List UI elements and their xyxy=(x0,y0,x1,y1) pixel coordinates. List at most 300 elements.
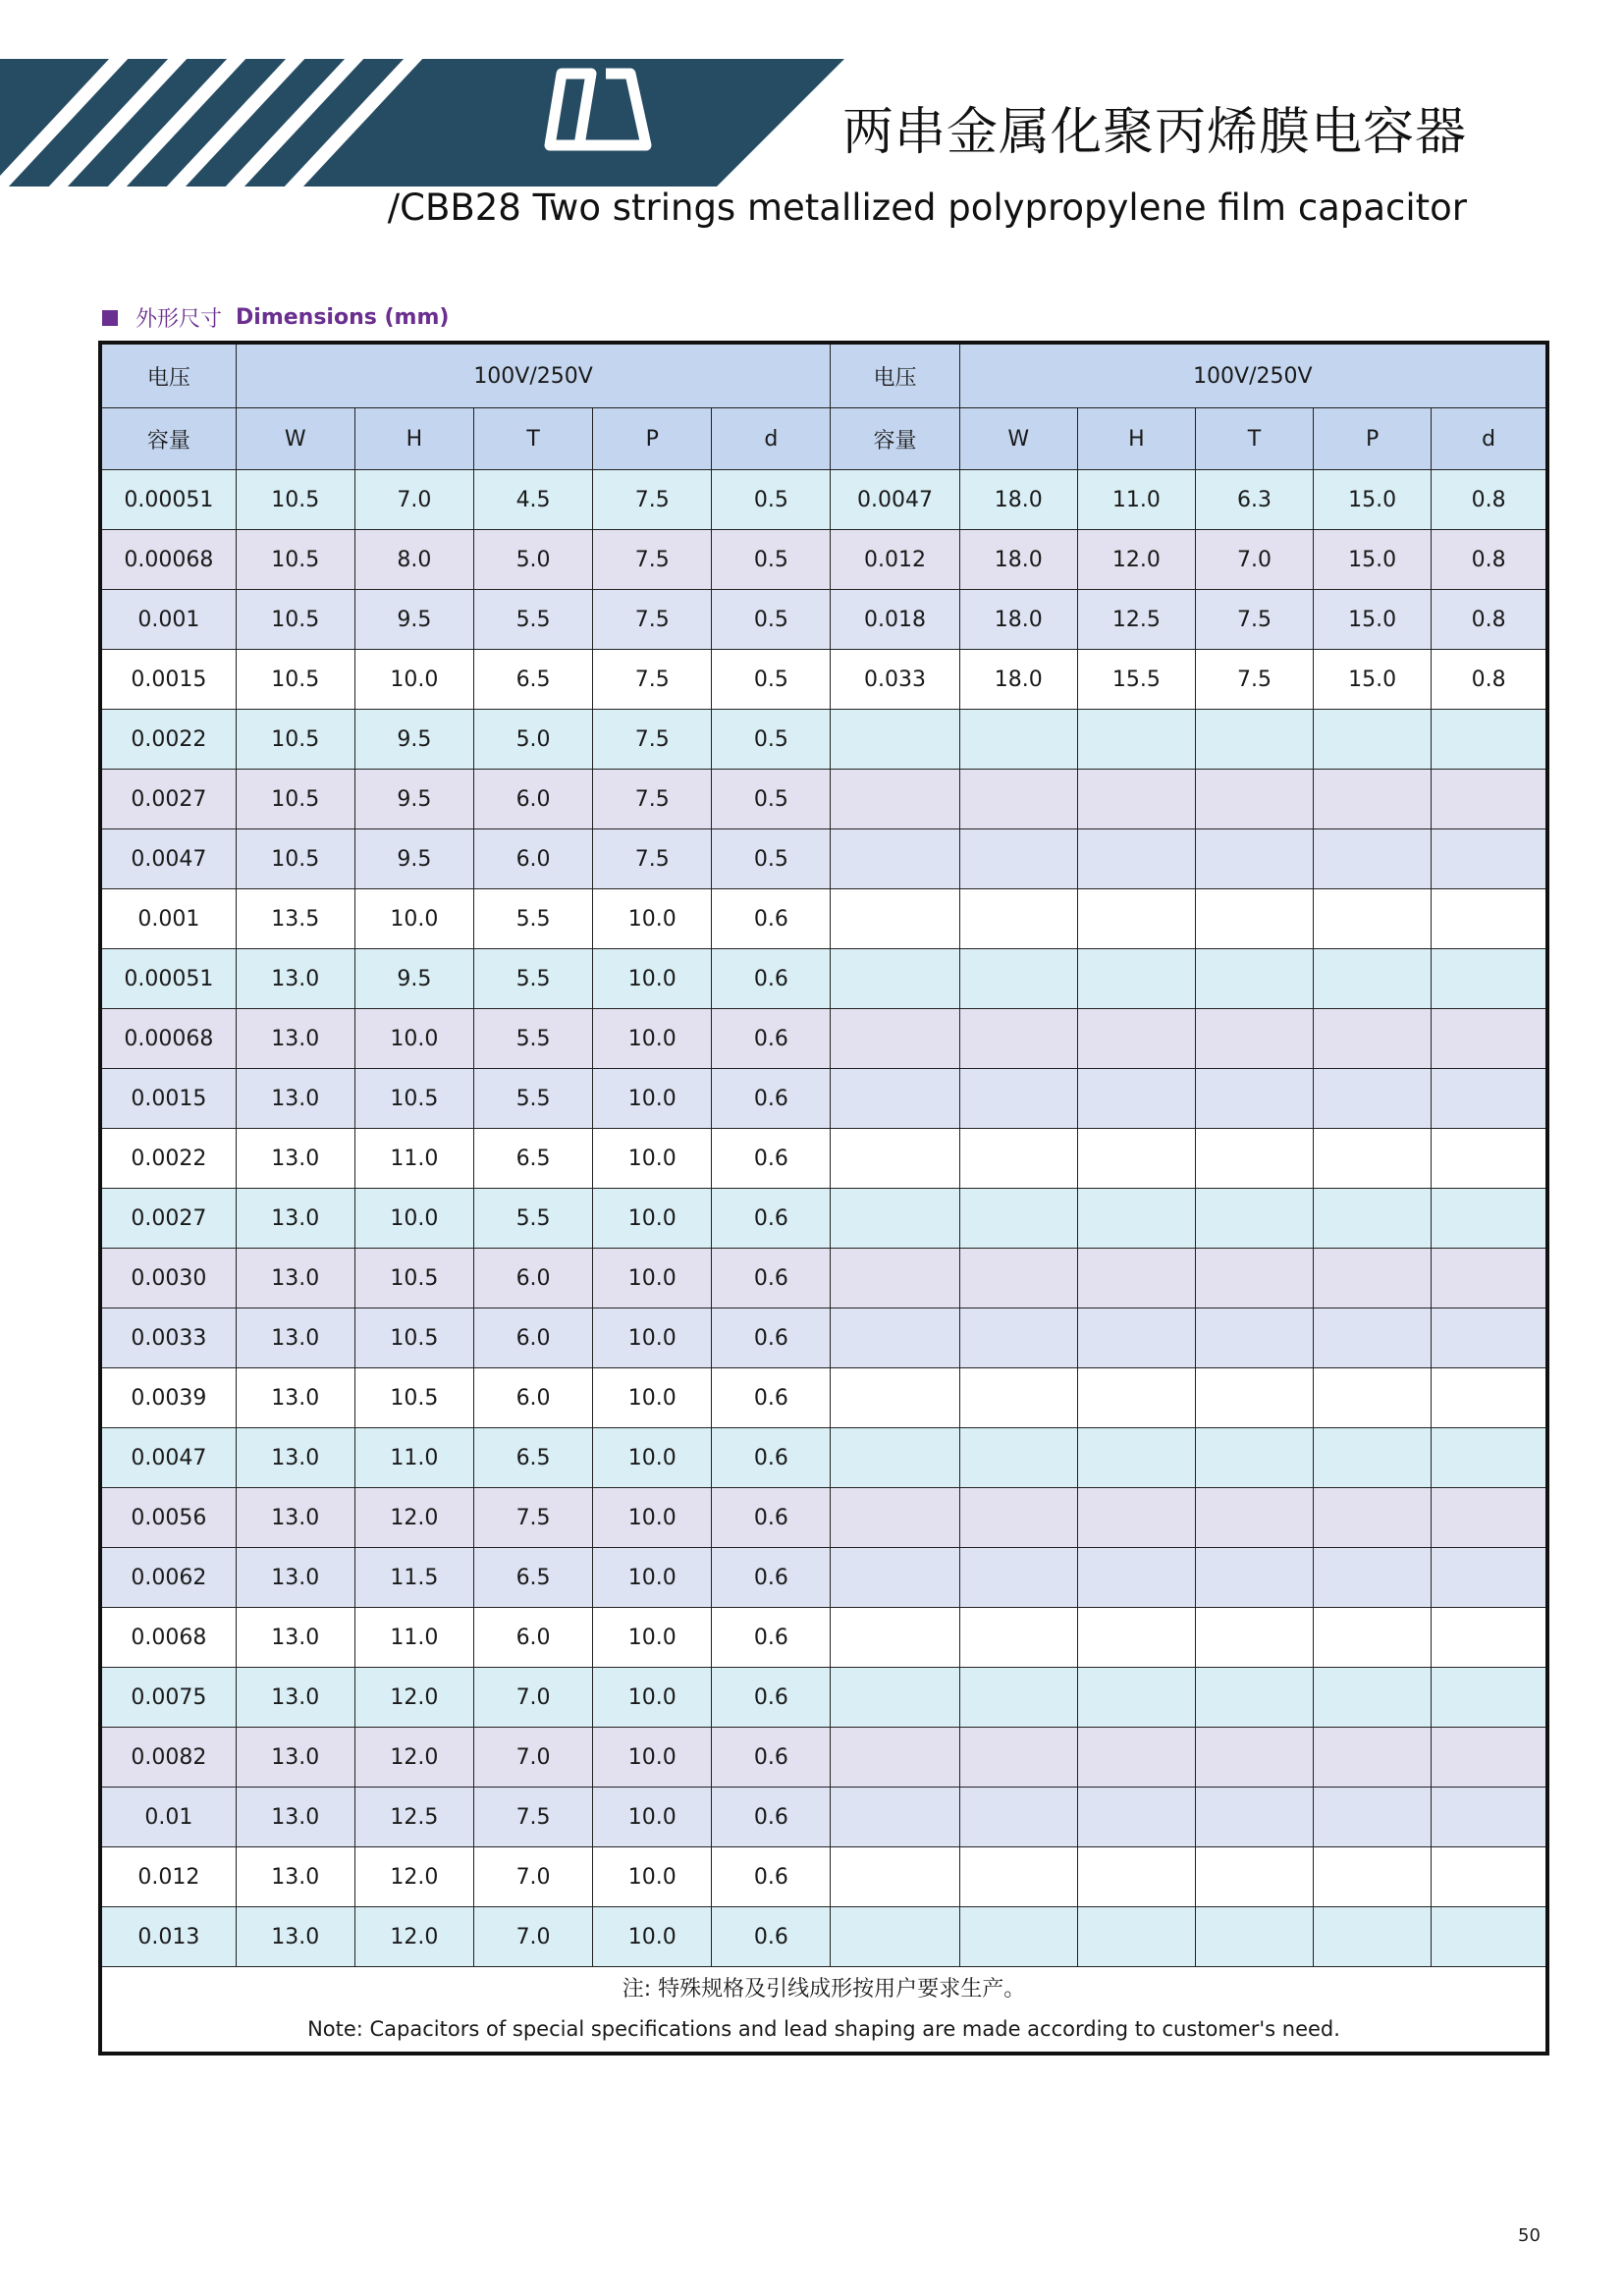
table-cell: 7.5 xyxy=(593,650,712,710)
table-cell xyxy=(1432,829,1547,889)
table-cell: 10.0 xyxy=(593,1308,712,1368)
table-cell: 0.6 xyxy=(712,1308,831,1368)
table-cell: 5.0 xyxy=(473,530,592,590)
voltage-value-left: 100V/250V xyxy=(236,343,831,408)
table-cell xyxy=(1077,1907,1195,1967)
table-cell xyxy=(1195,1428,1313,1488)
table-cell: 0.0015 xyxy=(100,1069,236,1129)
table-cell xyxy=(1432,1728,1547,1788)
table-cell xyxy=(959,770,1077,829)
table-cell: 5.5 xyxy=(473,1189,592,1249)
table-cell: 10.0 xyxy=(354,889,473,949)
table-cell: 0.6 xyxy=(712,1129,831,1189)
table-cell: 0.00051 xyxy=(100,470,236,530)
table-cell: 7.5 xyxy=(593,530,712,590)
page-title-en: /CBB28 Two strings metallized polypropylene film capacitor xyxy=(387,187,1467,229)
table-cell: 13.0 xyxy=(236,1488,354,1548)
table-cell: 0.001 xyxy=(100,590,236,650)
table-cell: 0.00068 xyxy=(100,530,236,590)
table-row xyxy=(100,1907,1547,1967)
table-cell: 10.5 xyxy=(354,1069,473,1129)
table-cell: 10.0 xyxy=(593,1488,712,1548)
table-cell: 10.5 xyxy=(354,1308,473,1368)
table-row xyxy=(100,1728,1547,1788)
table-row xyxy=(100,1548,1547,1608)
table-cell xyxy=(959,1428,1077,1488)
table-row xyxy=(100,530,1547,590)
capacity-label-right: 容量 xyxy=(831,408,959,470)
table-cell: 5.5 xyxy=(473,889,592,949)
table-cell xyxy=(831,1847,959,1907)
table-row xyxy=(100,470,1547,530)
table-cell xyxy=(959,1308,1077,1368)
table-cell xyxy=(831,1488,959,1548)
table-cell: 0.0047 xyxy=(831,470,959,530)
table-cell xyxy=(1077,1189,1195,1249)
table-cell xyxy=(1314,1009,1432,1069)
table-cell xyxy=(1077,1249,1195,1308)
table-cell: 13.0 xyxy=(236,1129,354,1189)
table-cell: 11.0 xyxy=(354,1129,473,1189)
table-cell: 10.0 xyxy=(593,1069,712,1129)
table-cell: 0.6 xyxy=(712,1249,831,1308)
table-cell: 0.6 xyxy=(712,1428,831,1488)
table-cell: 15.0 xyxy=(1314,650,1432,710)
column-header-row xyxy=(100,408,1547,470)
section-heading xyxy=(102,302,449,333)
table-cell xyxy=(1432,1668,1547,1728)
voltage-value-right: 100V/250V xyxy=(959,343,1547,408)
table-cell xyxy=(831,1308,959,1368)
table-cell: 0.0033 xyxy=(100,1308,236,1368)
table-cell: 10.0 xyxy=(593,1847,712,1907)
table-cell: 0.0047 xyxy=(100,1428,236,1488)
table-cell xyxy=(1314,829,1432,889)
table-cell: 5.5 xyxy=(473,1069,592,1129)
table-cell xyxy=(1432,1608,1547,1668)
table-cell xyxy=(1432,1428,1547,1488)
table-cell xyxy=(1314,1847,1432,1907)
column-header: W xyxy=(236,408,354,470)
table-cell xyxy=(1077,1548,1195,1608)
table-cell: 10.5 xyxy=(236,470,354,530)
table-cell: 0.033 xyxy=(831,650,959,710)
table-row xyxy=(100,1129,1547,1189)
table-cell: 13.0 xyxy=(236,1608,354,1668)
table-cell xyxy=(959,1728,1077,1788)
table-cell: 7.0 xyxy=(473,1728,592,1788)
table-cell xyxy=(1195,889,1313,949)
column-header: d xyxy=(712,408,831,470)
table-cell xyxy=(831,710,959,770)
column-header: T xyxy=(1195,408,1313,470)
table-cell: 13.5 xyxy=(236,889,354,949)
table-cell: 18.0 xyxy=(959,530,1077,590)
column-header: W xyxy=(959,408,1077,470)
section-title-cn: 外形尺寸 xyxy=(135,307,223,332)
table-row xyxy=(100,710,1547,770)
table-cell xyxy=(1314,1368,1432,1428)
table-cell xyxy=(1077,710,1195,770)
table-cell xyxy=(831,1189,959,1249)
table-cell: 10.5 xyxy=(236,710,354,770)
table-cell: 0.013 xyxy=(100,1907,236,1967)
table-row xyxy=(100,829,1547,889)
table-cell: 7.0 xyxy=(473,1907,592,1967)
table-cell xyxy=(959,829,1077,889)
table-cell xyxy=(1432,1548,1547,1608)
table-cell: 0.0047 xyxy=(100,829,236,889)
table-cell xyxy=(831,1428,959,1488)
table-cell: 0.012 xyxy=(831,530,959,590)
table-cell xyxy=(831,1368,959,1428)
table-row xyxy=(100,1668,1547,1728)
table-cell xyxy=(1195,1728,1313,1788)
table-cell: 13.0 xyxy=(236,1788,354,1847)
table-cell: 10.0 xyxy=(593,1788,712,1847)
table-cell: 13.0 xyxy=(236,1368,354,1428)
table-cell: 0.6 xyxy=(712,1668,831,1728)
table-cell: 10.5 xyxy=(236,650,354,710)
table-cell xyxy=(1432,1907,1547,1967)
note-cn: 注: 特殊规格及引线成形按用户要求生产。 xyxy=(622,1977,1026,2002)
table-cell xyxy=(1077,770,1195,829)
table-cell xyxy=(1077,1847,1195,1907)
table-cell xyxy=(959,889,1077,949)
table-cell: 0.00051 xyxy=(100,949,236,1009)
table-cell xyxy=(959,949,1077,1009)
table-cell: 13.0 xyxy=(236,1428,354,1488)
table-cell xyxy=(831,1009,959,1069)
table-cell xyxy=(831,1548,959,1608)
table-cell: 9.5 xyxy=(354,770,473,829)
table-cell: 0.0039 xyxy=(100,1368,236,1428)
table-cell xyxy=(1195,1009,1313,1069)
table-cell: 13.0 xyxy=(236,1069,354,1129)
table-cell xyxy=(1314,1428,1432,1488)
table-row xyxy=(100,1249,1547,1308)
table-cell: 0.8 xyxy=(1432,530,1547,590)
table-cell: 6.0 xyxy=(473,1368,592,1428)
table-cell: 15.5 xyxy=(1077,650,1195,710)
table-row xyxy=(100,770,1547,829)
table-cell: 10.0 xyxy=(593,1728,712,1788)
table-row xyxy=(100,590,1547,650)
table-cell xyxy=(831,829,959,889)
table-cell xyxy=(831,1608,959,1668)
table-cell: 10.0 xyxy=(354,650,473,710)
table-cell: 12.0 xyxy=(354,1488,473,1548)
table-cell: 6.5 xyxy=(473,1129,592,1189)
table-row xyxy=(100,1488,1547,1548)
column-header: T xyxy=(473,408,592,470)
table-cell xyxy=(831,1907,959,1967)
table-cell: 10.0 xyxy=(593,1428,712,1488)
note-row xyxy=(100,1967,1547,2055)
table-cell xyxy=(1195,1788,1313,1847)
voltage-label-right: 电压 xyxy=(831,343,959,408)
table-cell xyxy=(959,1608,1077,1668)
table-cell: 13.0 xyxy=(236,1728,354,1788)
table-cell: 8.0 xyxy=(354,530,473,590)
table-cell: 18.0 xyxy=(959,650,1077,710)
note-en: Note: Capacitors of special specifications and lead shaping are made according to customer's need. xyxy=(307,2017,1340,2041)
table-cell: 9.5 xyxy=(354,829,473,889)
table-cell: 0.0030 xyxy=(100,1249,236,1308)
table-cell xyxy=(1314,889,1432,949)
table-cell: 5.5 xyxy=(473,949,592,1009)
table-cell: 13.0 xyxy=(236,949,354,1009)
table-cell: 7.5 xyxy=(593,829,712,889)
table-row xyxy=(100,1847,1547,1907)
table-cell: 15.0 xyxy=(1314,530,1432,590)
table-row xyxy=(100,949,1547,1009)
table-cell: 6.5 xyxy=(473,1548,592,1608)
table-cell: 10.0 xyxy=(593,1368,712,1428)
table-cell xyxy=(1195,1488,1313,1548)
table-cell: 10.0 xyxy=(593,1907,712,1967)
table-cell xyxy=(1195,1548,1313,1608)
table-cell xyxy=(1314,1788,1432,1847)
table-cell: 6.0 xyxy=(473,1608,592,1668)
table-cell: 0.0027 xyxy=(100,1189,236,1249)
table-cell xyxy=(1314,1249,1432,1308)
table-cell: 7.5 xyxy=(593,470,712,530)
table-cell: 0.6 xyxy=(712,1548,831,1608)
table-cell xyxy=(1195,1907,1313,1967)
table-cell: 13.0 xyxy=(236,1009,354,1069)
table-cell xyxy=(1077,1428,1195,1488)
table-cell: 7.5 xyxy=(593,770,712,829)
table-row xyxy=(100,1308,1547,1368)
table-cell: 10.0 xyxy=(593,949,712,1009)
table-cell: 13.0 xyxy=(236,1907,354,1967)
table-cell: 10.0 xyxy=(593,1608,712,1668)
table-cell xyxy=(1314,710,1432,770)
table-row xyxy=(100,650,1547,710)
column-header: P xyxy=(1314,408,1432,470)
table-cell: 0.8 xyxy=(1432,650,1547,710)
table-cell: 6.5 xyxy=(473,1428,592,1488)
table-cell xyxy=(1077,1129,1195,1189)
table-cell: 7.5 xyxy=(593,590,712,650)
table-cell: 9.5 xyxy=(354,590,473,650)
table-cell: 0.0022 xyxy=(100,1129,236,1189)
table-cell: 4.5 xyxy=(473,470,592,530)
table-cell xyxy=(1077,1668,1195,1728)
table-cell xyxy=(831,1249,959,1308)
table-cell: 15.0 xyxy=(1314,470,1432,530)
table-cell xyxy=(1314,1129,1432,1189)
table-cell xyxy=(1314,1728,1432,1788)
table-cell xyxy=(1432,1488,1547,1548)
table-cell xyxy=(1195,1129,1313,1189)
bullet-square-icon xyxy=(102,310,118,326)
table-cell xyxy=(1314,770,1432,829)
table-cell xyxy=(1432,1847,1547,1907)
table-cell: 10.0 xyxy=(354,1009,473,1069)
table-cell: 0.6 xyxy=(712,1608,831,1668)
table-cell xyxy=(959,1189,1077,1249)
table-cell xyxy=(1314,1548,1432,1608)
table-cell: 10.0 xyxy=(593,1189,712,1249)
table-cell xyxy=(959,1847,1077,1907)
table-cell xyxy=(1314,1907,1432,1967)
table-cell: 0.6 xyxy=(712,1728,831,1788)
table-cell: 0.5 xyxy=(712,770,831,829)
section-title-en: Dimensions (mm) xyxy=(236,305,450,330)
table-cell xyxy=(959,1129,1077,1189)
table-cell: 13.0 xyxy=(236,1548,354,1608)
table-cell: 0.8 xyxy=(1432,470,1547,530)
table-cell xyxy=(1077,829,1195,889)
table-cell: 11.0 xyxy=(1077,470,1195,530)
table-cell: 15.0 xyxy=(1314,590,1432,650)
table-cell xyxy=(1077,949,1195,1009)
table-cell xyxy=(1077,1788,1195,1847)
table-cell xyxy=(831,949,959,1009)
note-cell xyxy=(100,1967,1547,2055)
table-cell: 0.5 xyxy=(712,590,831,650)
table-cell xyxy=(1077,1608,1195,1668)
table-cell xyxy=(1195,829,1313,889)
table-cell: 7.5 xyxy=(1195,590,1313,650)
table-cell: 0.0056 xyxy=(100,1488,236,1548)
column-header: H xyxy=(354,408,473,470)
table-cell xyxy=(1314,1668,1432,1728)
table-cell: 10.0 xyxy=(593,1668,712,1728)
table-row xyxy=(100,1428,1547,1488)
table-cell xyxy=(1432,710,1547,770)
table-cell xyxy=(1314,949,1432,1009)
table-cell xyxy=(1077,1069,1195,1129)
table-cell: 0.5 xyxy=(712,470,831,530)
table-cell xyxy=(1432,1249,1547,1308)
table-cell xyxy=(831,1668,959,1728)
table-cell: 0.012 xyxy=(100,1847,236,1907)
table-cell xyxy=(831,889,959,949)
table-cell: 13.0 xyxy=(236,1189,354,1249)
table-cell: 10.5 xyxy=(354,1249,473,1308)
table-cell: 12.0 xyxy=(354,1668,473,1728)
table-cell: 6.0 xyxy=(473,1249,592,1308)
table-cell: 13.0 xyxy=(236,1847,354,1907)
table-cell: 11.5 xyxy=(354,1548,473,1608)
table-row xyxy=(100,1608,1547,1668)
table-cell: 10.0 xyxy=(354,1189,473,1249)
table-cell: 6.0 xyxy=(473,770,592,829)
page-title-cn: 两串金属化聚丙烯膜电容器 xyxy=(841,103,1467,162)
table-cell: 6.3 xyxy=(1195,470,1313,530)
table-cell: 9.5 xyxy=(354,710,473,770)
table-cell xyxy=(959,1907,1077,1967)
table-cell: 6.5 xyxy=(473,650,592,710)
table-cell: 0.0015 xyxy=(100,650,236,710)
table-cell xyxy=(1432,1189,1547,1249)
dimensions-table xyxy=(98,341,1549,2056)
table-cell: 0.0068 xyxy=(100,1608,236,1668)
table-cell xyxy=(1077,1368,1195,1428)
voltage-header-row xyxy=(100,343,1547,408)
table-cell: 0.001 xyxy=(100,889,236,949)
table-cell xyxy=(1077,1009,1195,1069)
table-cell: 0.6 xyxy=(712,1189,831,1249)
table-cell: 13.0 xyxy=(236,1249,354,1308)
table-cell: 10.5 xyxy=(354,1368,473,1428)
table-cell xyxy=(1432,1009,1547,1069)
table-row xyxy=(100,889,1547,949)
table-row xyxy=(100,1009,1547,1069)
table-cell xyxy=(959,1009,1077,1069)
table-cell: 10.0 xyxy=(593,889,712,949)
table-cell: 10.5 xyxy=(236,590,354,650)
table-cell xyxy=(959,1668,1077,1728)
table-cell: 12.0 xyxy=(354,1847,473,1907)
table-cell: 11.0 xyxy=(354,1428,473,1488)
table-cell: 0.0062 xyxy=(100,1548,236,1608)
table-cell: 6.0 xyxy=(473,829,592,889)
table-cell: 7.5 xyxy=(473,1488,592,1548)
table-cell xyxy=(1432,1308,1547,1368)
table-cell xyxy=(1195,1189,1313,1249)
table-cell xyxy=(1195,1249,1313,1308)
table-cell: 13.0 xyxy=(236,1668,354,1728)
table-cell: 12.0 xyxy=(354,1728,473,1788)
table-cell xyxy=(1314,1308,1432,1368)
table-cell: 0.00068 xyxy=(100,1009,236,1069)
table-cell: 0.8 xyxy=(1432,590,1547,650)
table-row xyxy=(100,1788,1547,1847)
table-cell xyxy=(1432,770,1547,829)
table-cell xyxy=(959,710,1077,770)
column-header: H xyxy=(1077,408,1195,470)
table-cell: 0.018 xyxy=(831,590,959,650)
table-cell: 12.0 xyxy=(1077,530,1195,590)
table-cell: 0.6 xyxy=(712,889,831,949)
table-cell xyxy=(1195,1668,1313,1728)
table-cell xyxy=(831,1069,959,1129)
table-cell: 0.6 xyxy=(712,1009,831,1069)
table-cell: 0.0022 xyxy=(100,710,236,770)
table-cell xyxy=(1432,1788,1547,1847)
table-cell xyxy=(1195,1608,1313,1668)
table-cell: 0.6 xyxy=(712,1069,831,1129)
table-cell xyxy=(959,1249,1077,1308)
table-cell: 7.5 xyxy=(1195,650,1313,710)
table-cell xyxy=(1314,1488,1432,1548)
table-row xyxy=(100,1368,1547,1428)
table-cell xyxy=(1432,949,1547,1009)
table-cell: 10.5 xyxy=(236,530,354,590)
table-cell xyxy=(959,1488,1077,1548)
table-cell: 0.6 xyxy=(712,1488,831,1548)
table-cell: 12.5 xyxy=(1077,590,1195,650)
table-cell xyxy=(831,1788,959,1847)
table-cell: 0.0082 xyxy=(100,1728,236,1788)
table-cell: 0.0075 xyxy=(100,1668,236,1728)
table-cell: 7.0 xyxy=(354,470,473,530)
table-cell xyxy=(1077,889,1195,949)
table-cell: 12.0 xyxy=(354,1907,473,1967)
table-cell xyxy=(1314,1189,1432,1249)
table-cell xyxy=(1077,1728,1195,1788)
table-cell: 10.0 xyxy=(593,1548,712,1608)
table-cell xyxy=(1314,1069,1432,1129)
table-cell xyxy=(959,1069,1077,1129)
table-cell: 6.0 xyxy=(473,1308,592,1368)
table-cell: 10.0 xyxy=(593,1249,712,1308)
column-header: d xyxy=(1432,408,1547,470)
